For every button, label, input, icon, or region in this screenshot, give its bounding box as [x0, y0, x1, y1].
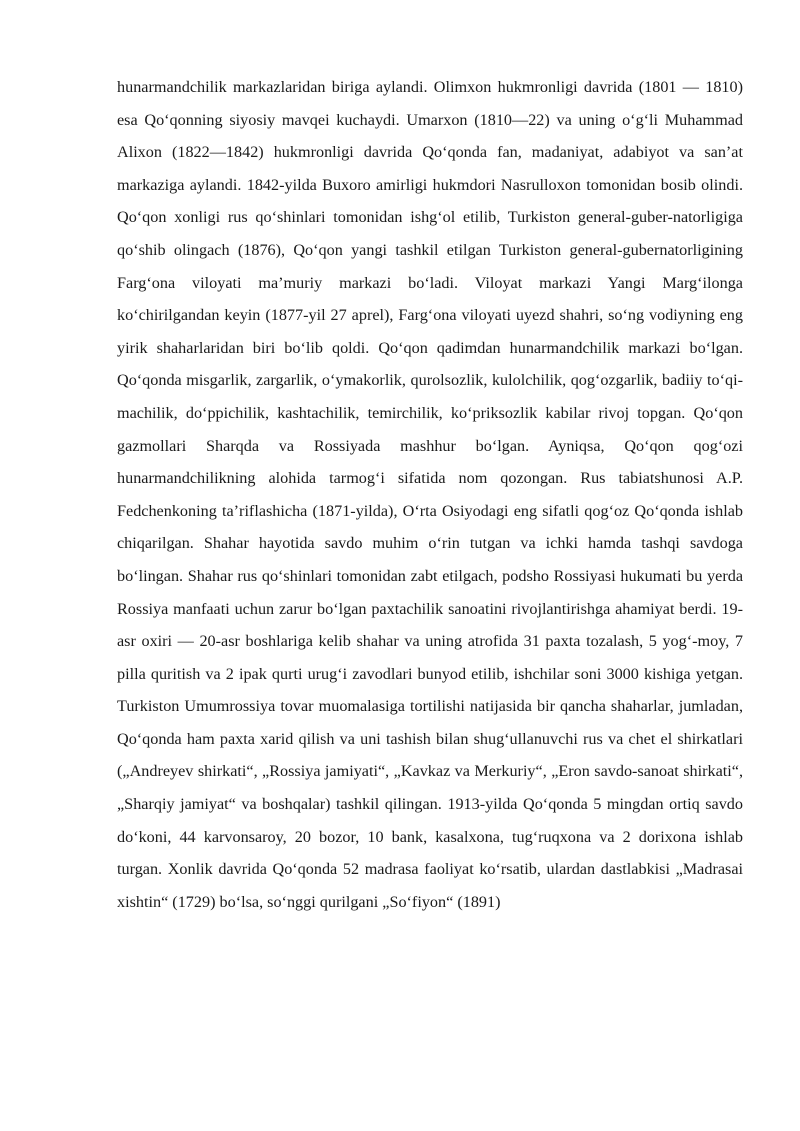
body-paragraph: hunarmandchilik markazlaridan biriga aylandi. Olimxon hukmronligi davrida (1801 — 1810) esa Qo‘qonning siyosiy mavqei kuchaydi. Umarxon (1810—22) va uning o‘g‘li Muhammad Alixon (1822—1842) hukmronligi davrida Qo‘qonda fan, madaniyat, adabiyot va san’at markaziga aylandi. 1842-yilda Buxoro amirligi hukmdori Nasrulloxon tomonidan bosib olindi. Qo‘qon xonligi rus qo‘shinlari tomonidan ishg‘ol etilib, Turkiston general-guber-natorligiga qo‘shib olingach (1876), Qo‘qon yangi tashkil etilgan Turkiston general-gubernatorligining Farg‘ona viloyati ma’muriy markazi bo‘ladi. Viloyat markazi Yangi Marg‘ilonga ko‘chirilgandan keyin (1877-yil 27 aprel), Farg‘ona viloyati uyezd shahri, so‘ng vodiyning eng yirik shaharlaridan biri bo‘lib qoldi. Qo‘qon qadimdan hunarmandchilik markazi bo‘lgan. Qo‘qonda misgarlik, zargarlik, o‘ymakorlik, qurolsozlik, kulolchilik, qog‘ozgarlik, badiiy to‘qi-machilik, do‘ppichilik, kashtachilik, temirchilik, ko‘priksozlik kabilar rivoj topgan. Qo‘qon gazmollari Sharqda va Rossiyada mashhur bo‘lgan. Ayniqsa, Qo‘qon qog‘ozi hunarmandchilikning alohida tarmog‘i sifatida nom qozongan. Rus tabiatshunosi A.P. Fedchenkoning ta’riflashicha (1871-yilda), O‘rta Osiyodagi eng sifatli qog‘oz Qo‘qonda ishlab chiqarilgan. Shahar hayotida savdo muhim o‘rin tutgan va ichki hamda tashqi savdoga bo‘lingan. Shahar rus qo‘shinlari tomonidan zabt etilgach, podsho Rossiyasi hukumati bu yerda Rossiya manfaati uchun zarur bo‘lgan paxtachilik sanoatini rivojlantirishga ahamiyat berdi. 19-asr oxiri — 20-asr boshlariga kelib shahar va uning atrofida 31 paxta tozalash, 5 yog‘-moy, 7 pilla quritish va 2 ipak qurti urug‘i zavodlari bunyod etilib, ishchilar soni 3000 kishiga yetgan. Turkiston Umumrossiya tovar muomalasiga tortilishi natijasida bir qancha shaharlar, jumladan, Qo‘qonda ham paxta xarid qilish va uni tashish bilan shug‘ullanuvchi rus va chet el shirkatlari („Andreyev shirkati“, „Rossiya jamiyati“, „Kavkaz va Merkuriy“, „Eron savdo-sanoat shirkati“, „Sharqiy jamiyat“ va boshqalar) tashkil qilingan. 1913-yilda Qo‘qonda 5 mingdan ortiq savdo do‘koni, 44 karvonsaroy, 20 bozor, 10 bank, kasalxona, tug‘ruqxona va 2 dorixona ishlab turgan. Xonlik davrida Qo‘qonda 52 madrasa faoliyat ko‘rsatib, ulardan dastlabkisi „Madrasai xishtin“ (1729) bo‘lsa, so‘nggi qurilgani „So‘fiyon“ (1891): [117, 78, 743, 911]
